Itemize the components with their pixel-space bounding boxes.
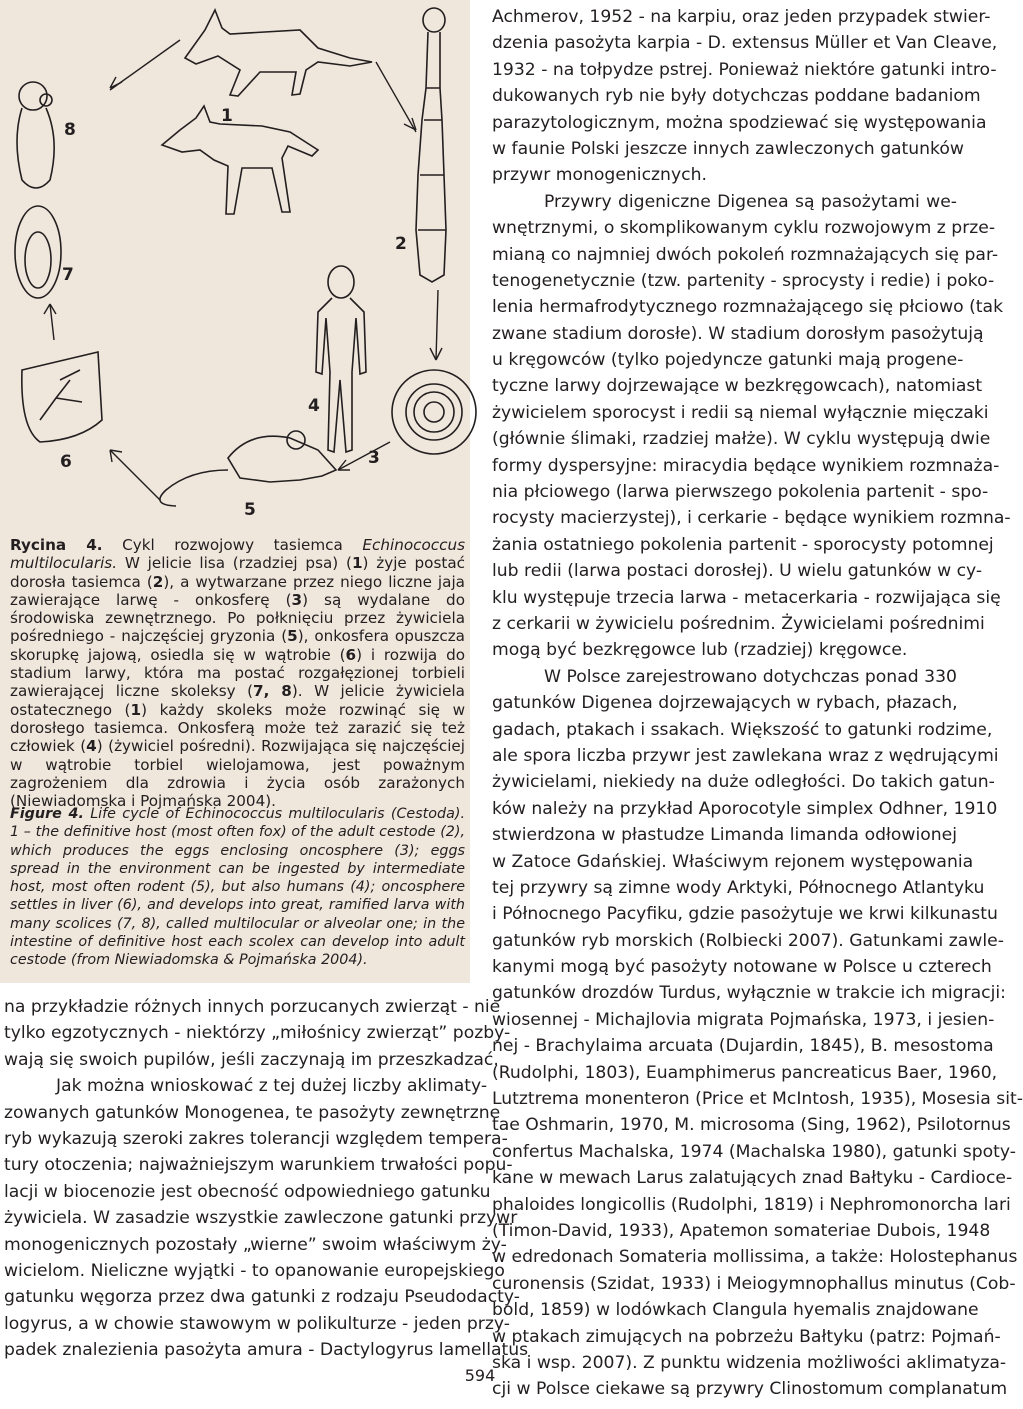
figure-label-4: 4 <box>308 396 320 416</box>
text-line: Achmerov, 1952 - na karpiu, oraz jeden przypadek stwier- <box>492 7 991 27</box>
text-line: żywiciela. W zasadzie wszystkie zawleczone gatunki przywr <box>4 1208 518 1229</box>
text-line: (Rudolphi, 1803), Euamphimerus pancreaticus Baer, 1960, <box>492 1062 998 1083</box>
text-line: padek znalezienia pasożyta amura - Dactylogyrus lamellatus <box>4 1340 529 1361</box>
figure-panel <box>0 0 470 983</box>
figure-label-3: 3 <box>368 448 380 468</box>
text-line: W Polsce zarejestrowano dotychczas ponad 330 <box>544 666 957 687</box>
caption-label: Rycina 4. <box>10 536 103 554</box>
caption-title: Cykl rozwojowy tasiemca <box>102 536 363 554</box>
text-line: lenia hermafrodytycznego rozmnażającego się płciowo (tak <box>492 297 1004 318</box>
text-line: stwierdzona w płastudze Limanda limanda odłowionej <box>492 825 957 846</box>
caption-text: Life cycle of Echinococcus multilocularis (Cestoda). 1 – the definitive host (most often fox) of the adult cestode (2), which produces the eggs enclosing oncosphere (3); eggs spread in the environment can be ingested by intermediate host, most often rodent (5), but also humans (4); oncosphere settles in liver (6), and develops into great, ramified larva with many scolices (7, 8), called multilocular or alveolar one; in the intestine of definitive host each scolex can develop into adult cestode (from Niewiadomska & Pojmańska 2004). <box>10 806 465 969</box>
text-line: w Zatoce Gdańskiej. Właściwym rejonem występowania <box>492 851 974 872</box>
text-line: cji w Polsce ciekawe są przywry Clinostomum complanatum <box>492 1379 1008 1400</box>
caption-text: W jelicie lisa (rzadziej psa) ( <box>117 554 352 573</box>
dog-illustration <box>162 106 318 214</box>
figure-label-6: 6 <box>60 452 72 472</box>
text-line: przywr monogenicznych. <box>492 165 707 186</box>
human-illustration <box>316 266 366 452</box>
cycle-arrows <box>40 40 442 500</box>
left-text-column <box>4 994 529 1363</box>
text-line: (głównie ślimaki, rzadziej małże). W cyklu występują dwie <box>492 429 991 450</box>
caption-label: Figure 4. <box>10 806 84 822</box>
text-line: curonensis (Szidat, 1933) i Meiogymnophallus minutus (Cob- <box>492 1273 1016 1294</box>
figure-caption-english <box>10 805 465 970</box>
text-line: ska i wsp. 2007). Z punktu widzenia możliwości aklimatyza- <box>492 1352 1007 1373</box>
text-line: confertus Machalska, 1974 (Machalska 1980), gatunki spoty- <box>492 1141 1016 1162</box>
text-line: gatunków ryb morskich (Rolbiecki 2007). Gatunkami zawle- <box>492 930 1004 951</box>
text-line: lub redii (larwa postaci dorosłej). U wielu gatunków w cy- <box>492 561 983 582</box>
caption-text: ) każdy skoleks może rozwinąć się w dorosłego tasiemca. Onkosferą może też zarazić się też człowiek ( <box>10 700 466 756</box>
text-line: u kręgowców (tylko pojedyncze gatunki mają progene- <box>492 350 964 371</box>
caption-ref: 3 <box>291 590 303 609</box>
text-line: klu występuje trzecia larwa - metacerkaria - rozwijająca się <box>492 587 1001 608</box>
text-line: 1932 - na tołpydze pstrej. Ponieważ niektóre gatunki intro- <box>492 59 997 80</box>
text-line: zowanych gatunków Monogenea, te pasożyty zewnętrzne <box>4 1102 501 1123</box>
text-line: monogenicznych pozostały „wierne” swoim właściwym ży- <box>4 1234 507 1255</box>
text-line: nej - Brachylaima arcuata (Dujardin, 1845), B. mesostoma <box>492 1036 994 1057</box>
text-line: Przywry digeniczne Digenea są pasożytami we- <box>544 191 957 212</box>
caption-ref: 4 <box>86 737 97 756</box>
caption-ref: 1 <box>351 554 363 573</box>
adult-tapeworm-illustration <box>416 8 446 282</box>
text-line: ale spora liczba przywr jest zawlekana wraz z wędrującymi <box>492 745 999 766</box>
text-line: logyrus, a w chowie stawowym w polikulturze - jeden przy- <box>4 1313 510 1334</box>
text-line: kanymi mogą być pasożyty notowane w Polsce u czterech <box>492 957 992 978</box>
caption-text: ). W jelicie żywiciela ostatecznego ( <box>10 682 465 719</box>
caption-text: ) (żywiciel pośredni). Rozwijająca się najczęściej w wątrobie torbiel wielojamowa, jest poważnym zagrożeniem dla zdrowia i życia osób zarażonych (Niewiadomska i Pojmańska 2004). <box>10 737 465 811</box>
text-line: z cerkarii w żywicielu pośrednim. Żywicielami pośrednimi <box>492 613 985 634</box>
caption-text: ), onkosfera opuszcza skorupkę jajową, osiedla się w wątrobie ( <box>10 627 465 664</box>
text-line: zwane stadium dorosłe). W stadium dorosłym pasożytują <box>492 323 984 344</box>
text-line: tylko egzotycznych - niektórzy „miłośnicy zwierząt” pozby- <box>4 1023 511 1044</box>
figure-caption-polish <box>10 536 465 810</box>
text-line: żania ostatniego pokolenia partenit - sporocysty potomnej <box>492 534 994 555</box>
caption-ref: 1 <box>130 700 142 719</box>
protoscolex-illustration <box>15 206 61 298</box>
text-line: (Timon-David, 1933), Apatemon somateriae Dubois, 1948 <box>492 1220 991 1241</box>
text-line: lacji w biocenozie jest obecność odpowiedniego gatunku <box>4 1181 491 1202</box>
caption-ref: 6 <box>345 645 357 664</box>
text-line: phaloides longicollis (Rudolphi, 1819) i Nephromonorcha lari <box>492 1194 1011 1215</box>
figure-label-8: 8 <box>64 120 76 140</box>
figure-label-5: 5 <box>244 500 256 520</box>
text-line: w ptakach zimujących na pobrzeżu Bałtyku (patrz: Pojmań- <box>492 1326 1001 1347</box>
text-line: ryb wykazują szeroki zakres tolerancji względem tempera- <box>4 1128 508 1149</box>
text-line: tyczne larwy dojrzewające w bezkręgowcach), natomiast <box>492 376 983 397</box>
text-line: gadach, ptakach i ssakach. Większość to gatunki rodzime, <box>492 719 993 740</box>
caption-species: Echinococcus multilocularis. <box>10 536 465 573</box>
text-line: żywicielami, niekiedy na duże odległości. Do takich gatun- <box>492 772 995 793</box>
text-line: wnętrznymi, o skomplikowanym cyklu rozwojowym z prze- <box>492 218 996 239</box>
text-line: dukowanych ryb nie były dotychczas poddane badaniom <box>492 86 981 107</box>
text-line: wają się swoich pupilów, jeśli zaczynają im przeszkadzać. <box>4 1049 499 1070</box>
text-line: wiosennej - Michajlovia migrata Pojmańska, 1973, i jesien- <box>492 1009 995 1030</box>
text-line: ków należy na przykład Aporocotyle simplex Odhner, 1910 <box>492 798 998 819</box>
text-line: Lutztrema monenteron (Price et McIntosh, 1935), Mosesia sit- <box>492 1089 1023 1110</box>
text-line: i Północnego Pacyfiku, gdzie pasożytuje we krwi kilkunastu <box>492 904 998 925</box>
text-line: mogą być bezkręgowce lub (rzadziej) kręgowce. <box>492 640 908 661</box>
caption-text: ), a wytwarzane przez niego liczne jaja zawierające larwę - onkosferę ( <box>10 572 465 609</box>
liver-cyst-illustration <box>22 352 102 442</box>
rodent-illustration <box>160 431 336 506</box>
text-line: na przykładzie różnych innych porzucanych zwierząt - nie <box>4 997 501 1017</box>
text-line: gatunków Digenea dojrzewających w rybach, płazach, <box>492 693 958 714</box>
page-number: 594 <box>464 1366 496 1385</box>
text-line: tury otoczenia; najważniejszym warunkiem trwałości popu- <box>4 1155 513 1176</box>
egg-illustration <box>392 370 476 454</box>
text-line: nia płciowego (larwa pierwszego pokolenia partenit - spo- <box>492 482 989 503</box>
text-line: tenogenetycznie (tzw. partenity - sprocysty i redie) i poko- <box>492 270 995 291</box>
caption-ref: 2 <box>152 572 164 591</box>
text-line: rocysty macierzystej), i cerkarie - będące wynikiem rozmna- <box>492 508 1011 529</box>
caption-text: ) są wydalane do środowiska zewnętrznego. Po połknięciu przez żywiciela pośredniego - najczęściej gryzonia ( <box>10 590 465 646</box>
text-line: gatunku węgorza przez dwa gatunki z rodzaju Pseudodacty- <box>4 1287 520 1308</box>
text-line: gatunków drozdów Turdus, wyłącznie w trakcie ich migracji: <box>492 983 1006 1004</box>
text-line: żywicielem sporocyst i redii są niemal wyłącznie mięczaki <box>492 402 989 423</box>
right-text-column <box>492 4 1023 1403</box>
figure-label-1: 1 <box>221 106 233 126</box>
text-line: tae Oshmarin, 1970, M. microsoma (Sing, 1962), Psilotornus <box>492 1115 1011 1136</box>
text-line: wicielom. Nieliczne wyjątki - to opanowanie europejskiego <box>4 1260 505 1281</box>
text-line: tej przywry są zimne wody Arktyki, Północnego Atlantyku <box>492 877 985 898</box>
figure-label-2: 2 <box>395 234 407 254</box>
text-line: mianą co najmniej dwóch pokoleń rozmnażających się par- <box>492 244 999 265</box>
text-line: dzenia pasożyta karpia - D. extensus Müller et Van Cleave, <box>492 33 998 54</box>
text-line: parazytologicznym, można spodziewać się występowania <box>492 112 987 133</box>
caption-ref: 5 <box>287 627 298 646</box>
fox-illustration <box>185 10 372 96</box>
text-line: formy dyspersyjne: miracydia będące wynikiem rozmnaża- <box>492 455 1000 476</box>
text-line: w faunie Polski jeszcze innych zawleczonych gatunków <box>492 138 964 159</box>
figure-label-7: 7 <box>62 265 74 285</box>
text-line: bold, 1859) w lodówkach Clangula hyemalis znajdowane <box>492 1300 979 1321</box>
caption-text: ) żyje postać dorosła tasiemca ( <box>10 554 465 591</box>
text-line: kane w mewach Larus zalatujących znad Bałtyku - Cardioce- <box>492 1168 1013 1189</box>
scolex-illustration <box>17 82 54 188</box>
caption-ref: 7, 8 <box>253 682 292 701</box>
text-line: Jak można wnioskować z tej dużej liczby aklimaty- <box>56 1076 488 1097</box>
text-line: w edredonach Somateria mollissima, a także: Holostephanus <box>492 1247 1018 1268</box>
caption-text: ) i rozwija do stadium larwy, która ma postać rozgałęzionej torbieli zawierającej liczne skoleksy ( <box>10 645 465 701</box>
